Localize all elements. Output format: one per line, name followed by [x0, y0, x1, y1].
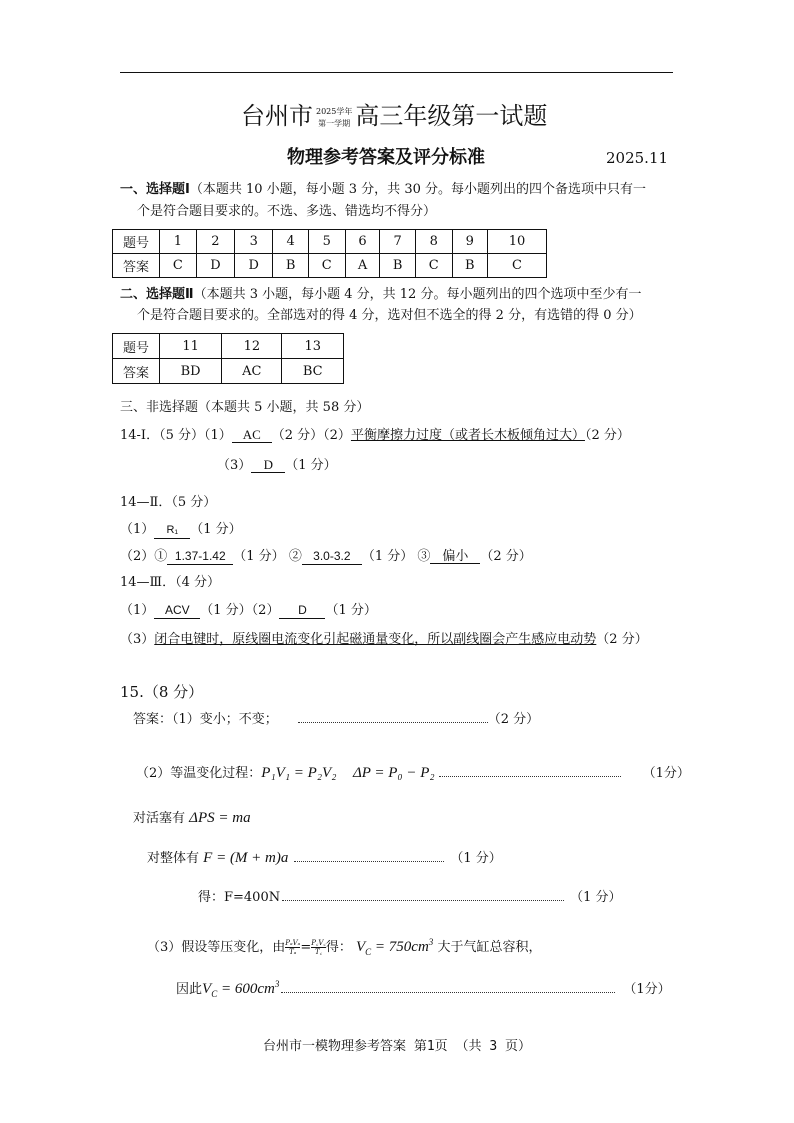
row-label: 题号 [113, 230, 160, 254]
cell: B [380, 254, 415, 278]
answer-blank: 1.37-1.42 [167, 549, 233, 565]
points: （2 分） [480, 549, 532, 564]
equation: F = (M + m)a [203, 850, 289, 866]
points: （2 分） [584, 428, 630, 443]
q-label: （3） [120, 632, 155, 647]
cell: 8 [415, 230, 452, 254]
eq-part: = 600cm [217, 981, 275, 997]
q-label: （1） [120, 603, 155, 618]
answer-text: 答案：（1）变小；不变； [133, 712, 278, 727]
cell: BC [282, 359, 344, 384]
s2-desc1: （本题共 3 小题，每小题 4 分，共 12 分。每小题列出的四个选项中至少有一 [193, 287, 642, 302]
text: 因此 [176, 982, 203, 997]
cell: 6 [345, 230, 380, 254]
s1-desc1: （本题共 10 小题，每小题 3 分，共 30 分。每小题列出的四个备选项中只有一 [189, 182, 646, 197]
table-row [113, 334, 344, 359]
dot-leader [294, 851, 444, 862]
q15-line5 [198, 889, 622, 907]
answer-blank: 偏小 [430, 548, 480, 564]
points: （1 分）（2） [200, 603, 280, 618]
table-row [113, 230, 547, 254]
fraction-num: P꜀V꜀ [311, 939, 326, 947]
eq-sub: C [365, 947, 372, 957]
q-label: （2）① [120, 549, 168, 564]
s2-desc2: 个是符合题目要求的。全部选对的得 4 分，选对但不选全的得 2 分，有选错的得 0 分） [137, 308, 642, 323]
points: （1分） [623, 982, 671, 997]
fraction-den: T꜀ [314, 948, 323, 956]
cell: D [235, 254, 273, 278]
answer-blank: 平衡摩擦力过度（或者长木板倾角过大） [350, 428, 585, 443]
answer-blank: D [279, 603, 325, 619]
eq-sup: 3 [428, 937, 434, 947]
row-label: 答案 [113, 359, 160, 384]
q15-answer1 [133, 711, 539, 729]
s2-table [112, 333, 344, 384]
q14-1-line2 [217, 457, 337, 475]
q14-1-line1 [120, 427, 630, 445]
cell: B [273, 254, 308, 278]
cell: C [488, 254, 547, 278]
title-main: 高三年级第一试题 [355, 102, 548, 130]
answer-blank: 闭合电键时，原线圈电流变化引起磁通量变化，所以副线圈会产生感应电动势 [154, 632, 597, 647]
q-label: （3） [217, 458, 252, 473]
s2-heading [120, 286, 641, 304]
cell: C [308, 254, 345, 278]
points: （1 分） [450, 851, 502, 866]
q15-line3 [133, 809, 251, 828]
cell: 9 [452, 230, 487, 254]
s1-desc2: 个是符合题目要求的。不选、多选、错选均不得分） [137, 204, 437, 219]
q-label: 对活塞有 [133, 811, 186, 826]
table-row [113, 254, 547, 278]
eq-sup: 3 [274, 979, 280, 989]
q-label: 对整体有 [147, 851, 200, 866]
answer-blank: D [251, 457, 285, 473]
points: （1 分） [190, 522, 242, 537]
dot-leader [282, 890, 564, 901]
text: 大于气缸总容积， [437, 940, 542, 955]
cell: 5 [308, 230, 345, 254]
s3-desc: （本题共 5 小题，共 58 分） [198, 400, 370, 415]
answer-text: 得：F=400N [198, 890, 281, 905]
answer-blank: AC [232, 427, 272, 443]
fraction-num: PₐVₐ [285, 939, 301, 947]
q14-2-line2 [120, 548, 532, 566]
cell: D [196, 254, 234, 278]
title-year: 2025学年 [316, 106, 353, 116]
points: （1 分） ② [233, 549, 302, 564]
equation [202, 981, 279, 997]
title-city: 台州市 [241, 102, 313, 130]
eq-part: V [355, 939, 366, 955]
cell: 4 [273, 230, 308, 254]
fraction-den: Tₐ [289, 948, 297, 956]
q14-2-heading: 14—Ⅱ．（5 分） [120, 495, 217, 510]
cell: 2 [196, 230, 234, 254]
s1-table [112, 229, 547, 278]
points: （1 分） ③ [361, 549, 431, 564]
cell: 3 [235, 230, 273, 254]
points: （1 分） [570, 890, 622, 905]
date: 2025.11 [606, 149, 669, 167]
subtitle: 物理参考答案及评分标准 [287, 147, 485, 168]
s1-heading [120, 181, 646, 199]
cell: A [345, 254, 380, 278]
title [241, 101, 547, 131]
answer-blank: R₁ [154, 523, 190, 539]
title-term: 第一学期 [318, 118, 351, 128]
points: （1分） [642, 766, 690, 781]
points: （2 分） [596, 632, 648, 647]
equation: ΔPS = ma [189, 810, 251, 826]
cell: C [415, 254, 452, 278]
table-row [113, 359, 344, 384]
dot-leader [281, 982, 615, 993]
cell: AC [222, 359, 282, 384]
s3-title: 三、非选择题 [120, 400, 199, 415]
q-label: （1） [120, 522, 155, 537]
cell: 11 [160, 334, 222, 359]
q14-2-line1 [120, 521, 242, 539]
q-label: （3）假设等压变化，由 [147, 940, 286, 955]
text: 得： [325, 940, 352, 955]
cell: 7 [380, 230, 415, 254]
points: （1 分） [285, 458, 337, 473]
points: （1 分） [325, 603, 377, 618]
eq-part: V [202, 981, 212, 997]
points: （2 分） [487, 712, 540, 727]
q15-line2 [136, 764, 690, 783]
answer-blank: ACV [154, 603, 200, 619]
cell: 13 [282, 334, 344, 359]
cell: BD [160, 359, 222, 384]
s1-title: 一、选择题Ⅰ [120, 182, 190, 197]
q14-3-line3 [120, 631, 648, 649]
cell: 10 [488, 230, 547, 254]
eq-part: = 750cm [371, 939, 429, 955]
q15-heading: 15.（8 分） [120, 683, 204, 701]
q15-line4 [147, 849, 502, 868]
eq-sub: C [211, 989, 218, 999]
s3-heading [120, 399, 369, 417]
dot-leader [298, 712, 488, 723]
cell: 12 [222, 334, 282, 359]
q-label: 14-Ⅰ．（5 分）（1） [120, 428, 232, 443]
q-label: （2）等温变化过程： [136, 766, 262, 781]
q15-line6: （3）假设等压变化，由 PₐVₐ Tₐ = $\frac{P꜀V꜀}{T꜀}$得： $V_C = 750cm^3$ 大于气缸总容积， [147, 937, 542, 957]
points: （2 分）（2） [271, 428, 351, 443]
equation: P₁V₁ = P₂V₂ [261, 765, 337, 781]
equation: ΔP = P₀ − P₂ [352, 765, 435, 781]
q15-line7 [176, 975, 671, 1003]
s2-title: 二、选择题Ⅱ [120, 287, 194, 302]
cell: B [452, 254, 487, 278]
dot-leader [439, 766, 621, 777]
answer-blank: 3.0-3.2 [302, 549, 362, 565]
q14-3-line1 [120, 602, 377, 620]
equation [356, 939, 433, 955]
row-label: 题号 [113, 334, 160, 359]
cell: C [160, 254, 197, 278]
row-label: 答案 [113, 254, 160, 278]
q14-3-heading: 14—Ⅲ．（4 分） [120, 575, 220, 590]
top-rule [120, 72, 673, 73]
cell: 1 [160, 230, 197, 254]
page-footer: 台州市一模物理参考答案 第1页 （共 3 页） [263, 1039, 531, 1054]
